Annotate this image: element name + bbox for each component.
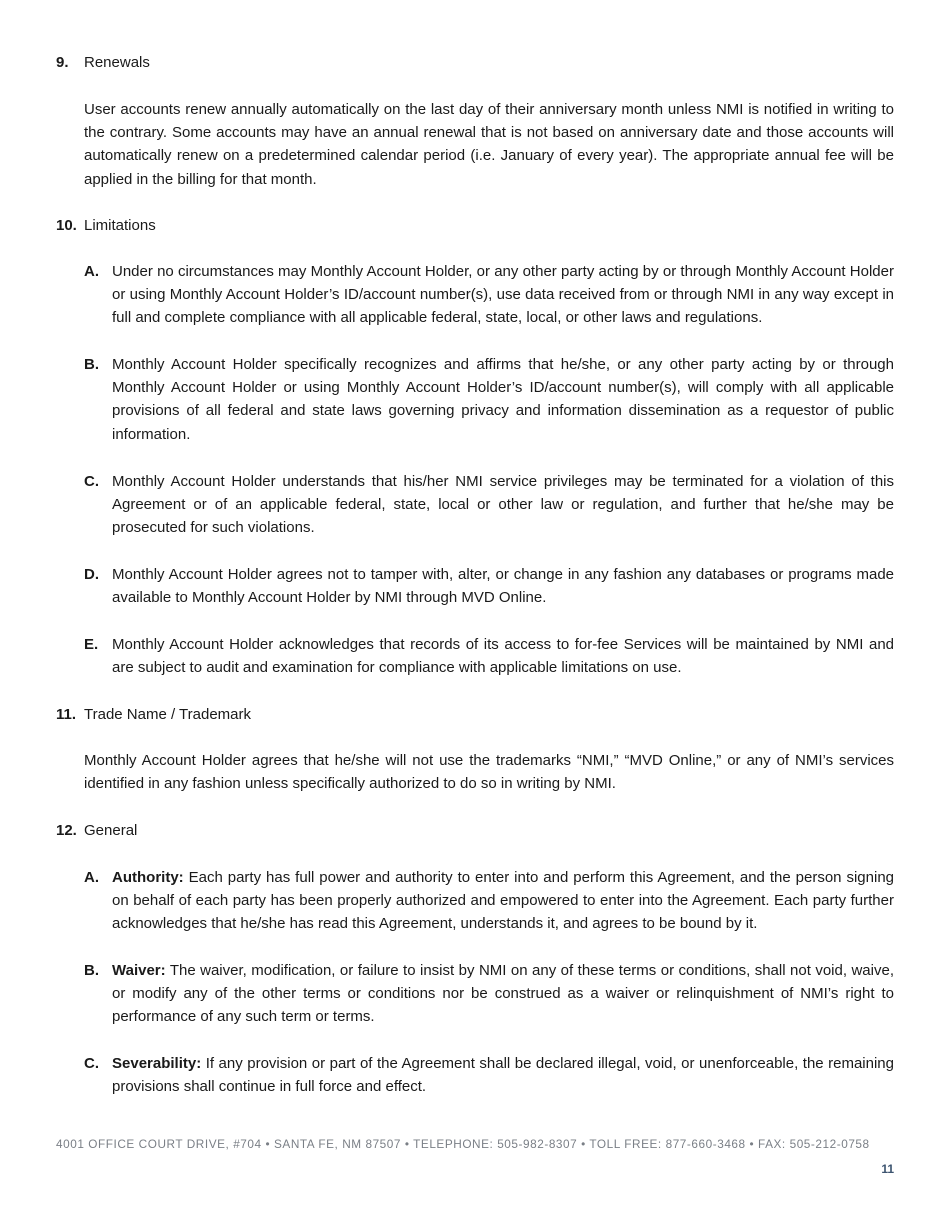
item-letter: A. [84, 263, 99, 280]
item-letter: C. [84, 1055, 99, 1072]
trademark-paragraph: Monthly Account Holder agrees that he/she will not use the trademarks “NMI,” “MVD Online,” or any of NMI’s services identified in any fashion unless specifically authorized to do so in writing by NMI. [84, 752, 894, 793]
limitations-item-a [84, 260, 894, 330]
item-text [112, 866, 894, 936]
section-title: Renewals [84, 54, 150, 71]
general-item-b [84, 959, 894, 1029]
section-heading-limitations [56, 214, 156, 237]
item-letter: E. [84, 636, 99, 653]
item-letter: C. [84, 473, 99, 490]
section-number: 9. [56, 54, 69, 71]
item-text [112, 959, 894, 1029]
section-heading-renewals [56, 51, 150, 74]
section-number: 10. [56, 217, 77, 234]
limitations-item-c [84, 470, 894, 540]
section-number: 11. [56, 706, 77, 723]
item-letter: A. [84, 869, 99, 886]
limitations-item-d [84, 563, 894, 609]
general-item-a [84, 866, 894, 936]
item-text: Under no circumstances may Monthly Account Holder, or any other party acting by or through Monthly Account Holder or using Monthly Account Holder’s ID/account number(s), use data received from or through NMI in any way except in full and complete compliance with all applicable federal, state, local, or other laws and regulations. [112, 263, 894, 327]
renewals-paragraph: User accounts renew annually automatically on the last day of their anniversary month unless NMI is notified in writing to the contrary. Some accounts may have an annual renewal that is not based on anniversary date and those accounts will automatically renew on a predetermined calendar period (i.e. January of every year). The appropriate annual fee will be applied in the billing for that month. [84, 101, 894, 188]
section-heading-trademark [56, 703, 251, 726]
page-number: 11 [881, 1162, 894, 1176]
limitations-item-b [84, 353, 894, 446]
section-title: General [84, 822, 138, 839]
limitations-item-e [84, 633, 894, 679]
item-body: If any provision or part of the Agreement shall be declared illegal, void, or unenforceable, the remaining provisions shall continue in full force and effect. [112, 1055, 894, 1096]
item-body: The waiver, modification, or failure to insist by NMI on any of these terms or conditions, shall not void, waive, or modify any of the other terms or conditions nor be construed as a waiver or relinquishment of NMI’s right to performance of any such term or terms. [112, 962, 894, 1026]
item-letter: B. [84, 962, 99, 979]
item-letter: D. [84, 566, 99, 583]
section-heading-general [56, 819, 137, 842]
section-title: Trade Name / Trademark [84, 706, 251, 723]
item-text [112, 1052, 894, 1098]
item-letter: B. [84, 356, 99, 373]
footer-address: 4001 OFFICE COURT DRIVE, #704 • SANTA FE, NM 87507 • TELEPHONE: 505-982-8307 • TOLL FREE: 877-660-3468 • FAX: 505-212-0758 [56, 1137, 870, 1151]
item-lead: Severability: [112, 1055, 202, 1072]
item-lead: Authority: [112, 869, 184, 886]
item-text: Monthly Account Holder agrees not to tamper with, alter, or change in any fashion any databases or programs made available to Monthly Account Holder by NMI through MVD Online. [112, 566, 894, 607]
general-item-c [84, 1052, 894, 1098]
section-number: 12. [56, 822, 77, 839]
section-title: Limitations [84, 217, 156, 234]
item-body: Each party has full power and authority to enter into and perform this Agreement, and the person signing on behalf of each party has been properly authorized and empowered to enter into the Agreement. Each party further acknowledges that he/she has read this Agreement, understands it, and agrees to be bound by it. [112, 869, 894, 933]
item-lead: Waiver: [112, 962, 166, 979]
item-text: Monthly Account Holder specifically recognizes and affirms that he/she, or any other party acting by or through Monthly Account Holder or using Monthly Account Holder’s ID/account number(s), will comply with all applicable provisions of all federal and state laws governing privacy and information dissemination as a requestor of public information. [112, 356, 894, 443]
item-text: Monthly Account Holder acknowledges that records of its access to for-fee Services will be maintained by NMI and are subject to audit and examination for compliance with applicable limitations on use. [112, 636, 894, 677]
item-text: Monthly Account Holder understands that his/her NMI service privileges may be terminated for a violation of this Agreement or of an applicable federal, state, local or other law or regulation, and further that he/she may be prosecuted for such violations. [112, 473, 894, 537]
